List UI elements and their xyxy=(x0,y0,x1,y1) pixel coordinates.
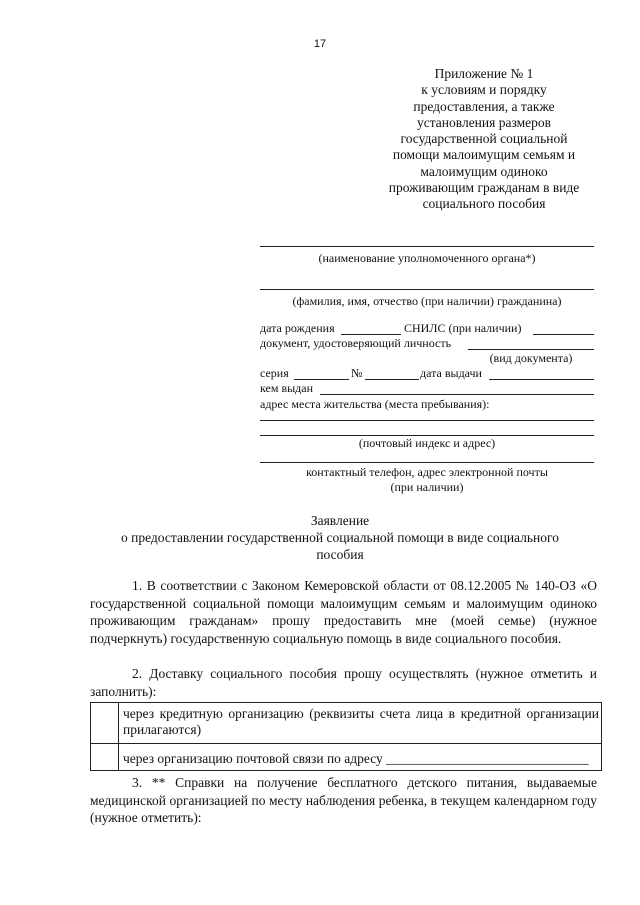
post-option-text: через организацию почтовой связи по адресу ______________________________ xyxy=(119,744,602,771)
title-line: пособия xyxy=(316,547,364,562)
issue-date-field[interactable] xyxy=(489,379,594,380)
appendix-line: предоставления, а также xyxy=(413,98,555,114)
postal-caption: (почтовый индекс и адрес) xyxy=(358,436,496,450)
appendix-line: проживающим гражданам в виде xyxy=(388,180,580,196)
bank-checkbox[interactable] xyxy=(91,703,119,744)
authority-line[interactable] xyxy=(260,246,594,247)
paragraph-2-text: 2. Доставку социального пособия прошу осуществлять (нужное отметить и заполнить): xyxy=(90,666,597,699)
appendix-line: малоимущим одиноко xyxy=(420,163,548,179)
identity-doc-field[interactable] xyxy=(468,349,594,350)
issued-by-label: кем выдан xyxy=(260,381,314,395)
appendix-line: помощи малоимущим семьям и xyxy=(392,147,576,163)
paragraph-3-text: 3. ** Справки на получение бесплатного детского питания, выдаваемые медицинской организацией по месту наблюдения ребенка, в текущем календарном году (нужное отметить): xyxy=(90,775,597,825)
address-label: адрес места жительства (места пребывания): xyxy=(260,397,490,411)
doc-type-caption: (вид документа) xyxy=(489,351,573,365)
title-line: о предоставлении государственной социальной помощи в виде социального xyxy=(121,530,559,545)
contact-caption: контактный телефон, адрес электронной почты xyxy=(306,465,548,479)
issue-date-label: дата выдачи xyxy=(420,366,482,380)
appendix-header xyxy=(362,66,606,213)
appendix-line: социального пособия xyxy=(422,196,546,212)
birth-date-field[interactable] xyxy=(341,334,401,335)
birth-date-label: дата рождения xyxy=(260,321,335,335)
page-number: 17 xyxy=(313,38,327,50)
paragraph-1-text: 1. В соответствии с Законом Кемеровской области от 08.12.2005 № 140-ОЗ «О государственной социальной помощи малоимущим семьям и малоимущим одиноко проживающим гражданам» прошу предоставить мне (моей семье) (нужное подчеркнуть) государственную социальную помощь в виде социального пособия. xyxy=(90,578,597,646)
issued-by-field[interactable] xyxy=(320,394,594,395)
snils-label: СНИЛС (при наличии) xyxy=(404,321,522,335)
identity-doc-label: документ, удостоверяющий личность xyxy=(260,336,452,350)
contact-caption-note: (при наличии) xyxy=(390,480,464,494)
paragraph-1 xyxy=(90,577,597,647)
snils-field[interactable] xyxy=(533,334,594,335)
appendix-line: установления размеров xyxy=(416,114,552,130)
delivery-options-table xyxy=(90,702,602,771)
document-title xyxy=(70,512,610,563)
number-label: № xyxy=(351,366,363,380)
paragraph-3 xyxy=(90,774,597,827)
contact-line[interactable] xyxy=(260,462,594,463)
number-field[interactable] xyxy=(365,379,419,380)
delivery-option-post xyxy=(91,744,602,771)
address-line-1[interactable] xyxy=(260,420,594,421)
appendix-line: государственной социальной xyxy=(400,131,568,147)
appendix-line: к условиям и порядку xyxy=(421,82,547,98)
series-label: серия xyxy=(260,366,289,380)
authority-caption: (наименование уполномоченного органа*) xyxy=(318,251,536,265)
citizen-name-line[interactable] xyxy=(260,289,594,290)
paragraph-2 xyxy=(90,665,597,700)
post-checkbox[interactable] xyxy=(91,744,119,771)
appendix-line: Приложение № 1 xyxy=(434,66,534,81)
bank-option-text: через кредитную организацию (реквизиты счета лица в кредитной организации прилагаются) xyxy=(119,703,602,744)
series-field[interactable] xyxy=(294,379,349,380)
delivery-option-bank xyxy=(91,703,602,744)
citizen-caption: (фамилия, имя, отчество (при наличии) гражданина) xyxy=(292,294,562,308)
title-line: Заявление xyxy=(310,513,370,528)
